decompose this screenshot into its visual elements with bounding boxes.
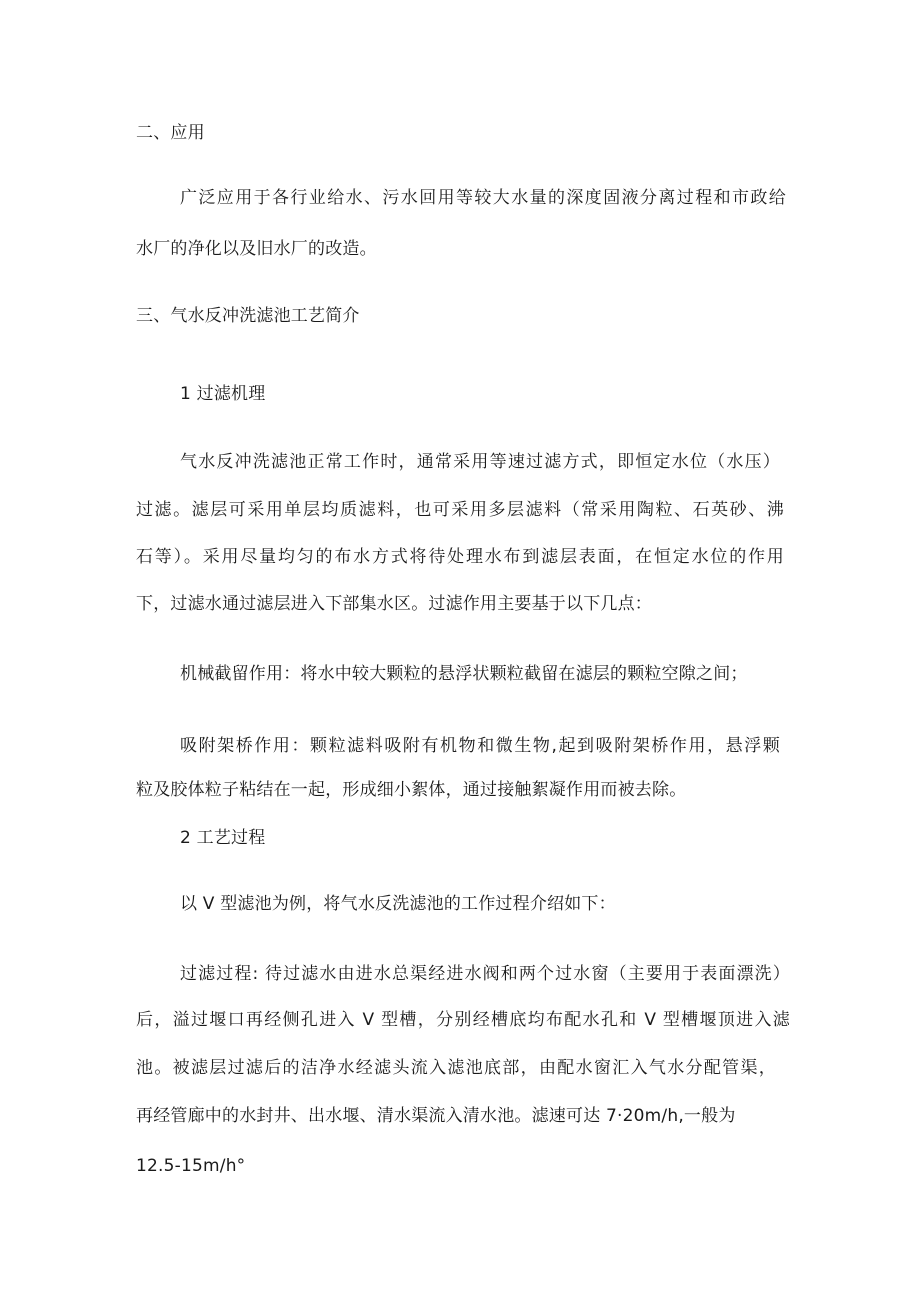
paragraph-line: 后，溢过堰口再经侧孔进入 V 型槽，分别经槽底均布配水孔和 V 型槽堰顶进入滤 [136, 1010, 790, 1030]
paragraph-line: 广泛应用于各行业给水、污水回用等较大水量的深度固液分离过程和市政给 [180, 188, 786, 208]
subsection-heading-process: 2 工艺过程 [180, 828, 266, 848]
paragraph-line: 再经管廊中的水封井、出水堰、清水渠流入清水池。滤速可达 7·20m∕h,一般为 [136, 1106, 736, 1126]
paragraph-line: 吸附架桥作用：颗粒滤料吸附有机物和微生物,起到吸附架桥作用，悬浮颗 [180, 736, 780, 756]
paragraph-line: 粒及胶体粒子粘结在一起，形成细小絮体，通过接触絮凝作用而被去除。 [136, 780, 687, 800]
paragraph-line: 12.5-15m∕h° [136, 1156, 246, 1176]
section-heading-process-intro: 三、气水反冲洗滤池工艺简介 [136, 306, 360, 326]
paragraph-line: 下，过滤水通过滤层进入下部集水区。过滤作用主要基于以下几点： [136, 594, 652, 614]
paragraph-line: 石等）。采用尽量均匀的布水方式将待处理水布到滤层表面，在恒定水位的作用 [136, 547, 784, 567]
paragraph-line: 水厂的净化以及旧水厂的改造。 [136, 239, 377, 259]
paragraph-line: 以 V 型滤池为例，将气水反洗滤池的工作过程介绍如下： [180, 894, 616, 914]
paragraph-line: 过滤过程: 待过滤水由进水总渠经进水阀和两个过水窗（主要用于表面漂洗） [180, 964, 790, 984]
paragraph-line: 池。被滤层过滤后的洁净水经滤头流入滤池底部，由配水窗汇入气水分配管渠， [136, 1058, 776, 1078]
paragraph-line: 气水反冲洗滤池正常工作时，通常采用等速过滤方式，即恒定水位（水压） [180, 452, 780, 472]
paragraph-line: 过滤。滤层可采用单层均质滤料，也可采用多层滤料（常采用陶粒、石英砂、沸 [136, 500, 784, 520]
paragraph-line: 机械截留作用：将水中较大颗粒的悬浮状颗粒截留在滤层的颗粒空隙之间； [180, 664, 748, 684]
section-heading-application: 二、应用 [136, 123, 205, 143]
subsection-heading-filtration-mechanism: 1 过滤机理 [180, 384, 266, 404]
